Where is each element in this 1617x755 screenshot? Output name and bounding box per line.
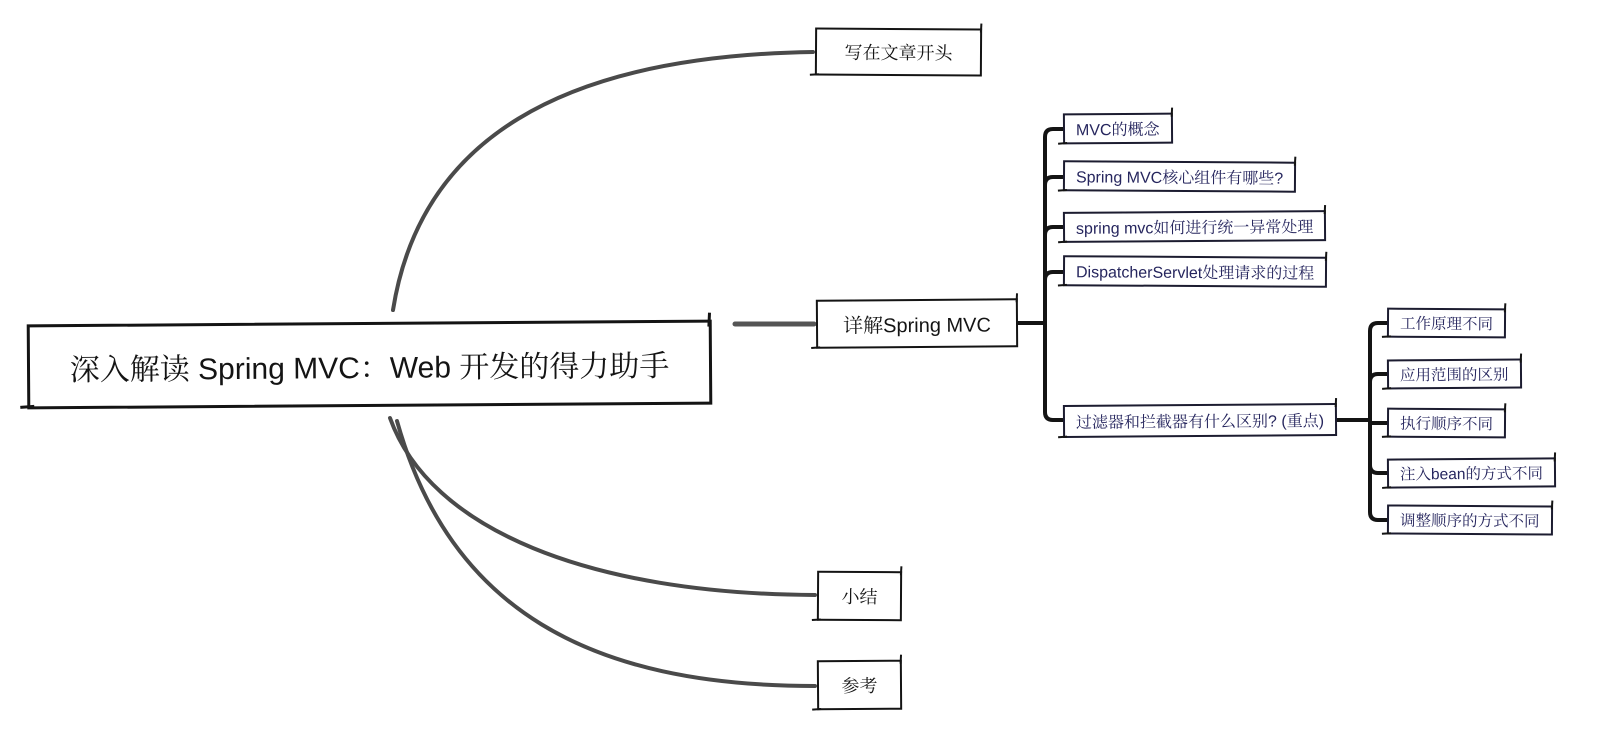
edge-detail-child-2 [1045, 177, 1063, 323]
node-execution-order-label: 执行顺序不同 [1399, 415, 1494, 434]
node-order-adjustment-label: 调整顺序的方式不同 [1399, 512, 1540, 531]
node-core-components[interactable] [1063, 160, 1296, 192]
node-exception-handling[interactable] [1063, 210, 1327, 243]
node-application-scope-label: 应用范围的区别 [1399, 366, 1509, 385]
node-exception-handling-label: spring mvc如何进行统一异常处理 [1075, 219, 1314, 238]
node-root-label: 深入解读 Spring MVC：Web 开发的得力助手 [69, 349, 670, 387]
edge-detail-child-4 [1045, 272, 1063, 323]
edge-filter-child-3 [1370, 420, 1387, 423]
node-bean-injection[interactable] [1387, 457, 1556, 488]
node-summary-label: 小结 [841, 586, 878, 608]
node-mvc-concept-label: MVC的概念 [1075, 121, 1160, 140]
node-core-components-label: Spring MVC核心组件有哪些? [1075, 169, 1284, 188]
node-working-principle[interactable] [1387, 308, 1506, 339]
node-mvc-concept[interactable] [1063, 113, 1173, 145]
node-intro[interactable] [815, 27, 982, 76]
node-reference[interactable] [817, 660, 902, 711]
node-root[interactable] [27, 320, 713, 410]
edge-root-reference [397, 421, 815, 686]
node-bean-injection-label: 注入bean的方式不同 [1399, 465, 1544, 484]
node-application-scope[interactable] [1387, 359, 1522, 390]
edge-filter-child-4 [1370, 420, 1387, 473]
node-summary[interactable] [817, 571, 902, 622]
edge-detail-child-5 [1045, 323, 1063, 420]
node-order-adjustment[interactable] [1387, 504, 1553, 535]
edge-filter-child-2 [1370, 374, 1387, 420]
node-dispatcher-servlet-label: DispatcherServlet处理请求的过程 [1075, 264, 1315, 283]
node-filter-vs-interceptor-label: 过滤器和拦截器有什么区别? (重点) [1075, 413, 1325, 432]
node-detail-label: 详解Spring MVC [843, 314, 991, 338]
node-working-principle-label: 工作原理不同 [1399, 315, 1494, 334]
edge-root-intro [393, 52, 813, 310]
node-detail-spring-mvc[interactable] [816, 298, 1018, 348]
edge-detail-child-1 [1045, 129, 1063, 323]
node-execution-order[interactable] [1387, 408, 1506, 439]
node-intro-label: 写在文章开头 [844, 42, 953, 64]
node-filter-vs-interceptor[interactable] [1063, 403, 1337, 438]
node-reference-label: 参考 [841, 675, 878, 697]
edge-root-summary [390, 418, 815, 595]
node-dispatcher-servlet[interactable] [1063, 255, 1327, 288]
